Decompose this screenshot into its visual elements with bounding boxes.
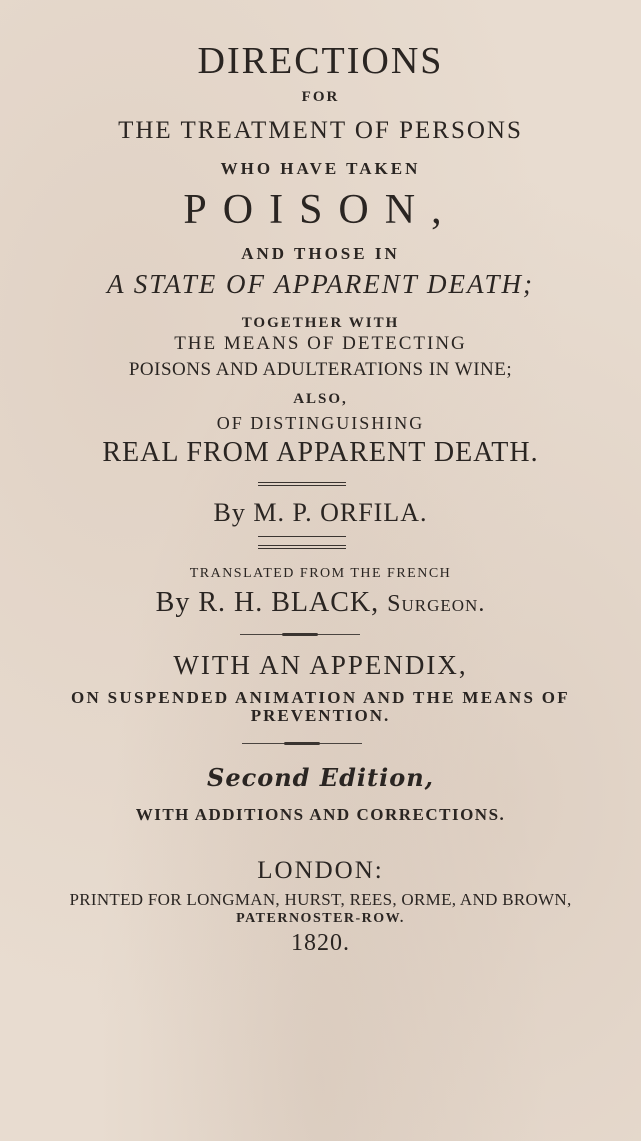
real-from-apparent-line: REAL FROM APPARENT DEATH.: [102, 437, 539, 468]
edition-line: Second Edition,: [206, 763, 434, 792]
poisons-wine-line: POISONS AND ADULTERATIONS IN WINE;: [128, 359, 513, 380]
of-distinguishing-line: OF DISTINGUISHING: [216, 413, 425, 433]
author-line: By M. P. ORFILA.: [213, 498, 428, 527]
appendix-line-1: ON SUSPENDED ANIMATION AND THE MEANS OF: [70, 688, 570, 707]
and-those-in-line: AND THOSE IN: [241, 244, 400, 263]
means-detecting-line: THE MEANS OF DETECTING: [174, 333, 467, 354]
appendix-heading: WITH AN APPENDIX,: [173, 650, 468, 680]
directions-heading: DIRECTIONS: [197, 40, 444, 82]
treatment-line: THE TREATMENT OF PERSONS: [118, 117, 523, 144]
for-line: FOR: [301, 89, 340, 105]
together-with-line: TOGETHER WITH: [241, 315, 400, 331]
divider-4: [240, 634, 360, 635]
who-have-taken-line: WHO HAVE TAKEN: [220, 159, 421, 178]
divider-2: [258, 536, 346, 537]
imprint-printed-for: PRINTED FOR LONGMAN, HURST, REES, ORME, AND BROWN,: [69, 890, 572, 909]
imprint-city: LONDON:: [257, 857, 384, 884]
translator-by: By: [155, 587, 191, 618]
divider-1: [258, 482, 346, 486]
imprint-year: 1820.: [291, 930, 350, 956]
poison-heading: POISON,: [183, 187, 458, 233]
also-line: ALSO,: [293, 391, 348, 407]
translated-from-line: TRANSLATED FROM THE FRENCH: [189, 566, 452, 581]
translator-line: [0, 589, 641, 617]
divider-3: [258, 545, 346, 549]
translator-title: Surgeon.: [387, 591, 486, 617]
apparent-death-line: A STATE OF APPARENT DEATH;: [106, 269, 535, 299]
imprint-address: PATERNOSTER-ROW.: [236, 911, 405, 926]
appendix-line-2: PREVENTION.: [250, 706, 391, 725]
divider-5: [242, 743, 362, 744]
translator-name: R. H. BLACK,: [198, 587, 380, 618]
edition-note: WITH ADDITIONS AND CORRECTIONS.: [135, 805, 506, 824]
